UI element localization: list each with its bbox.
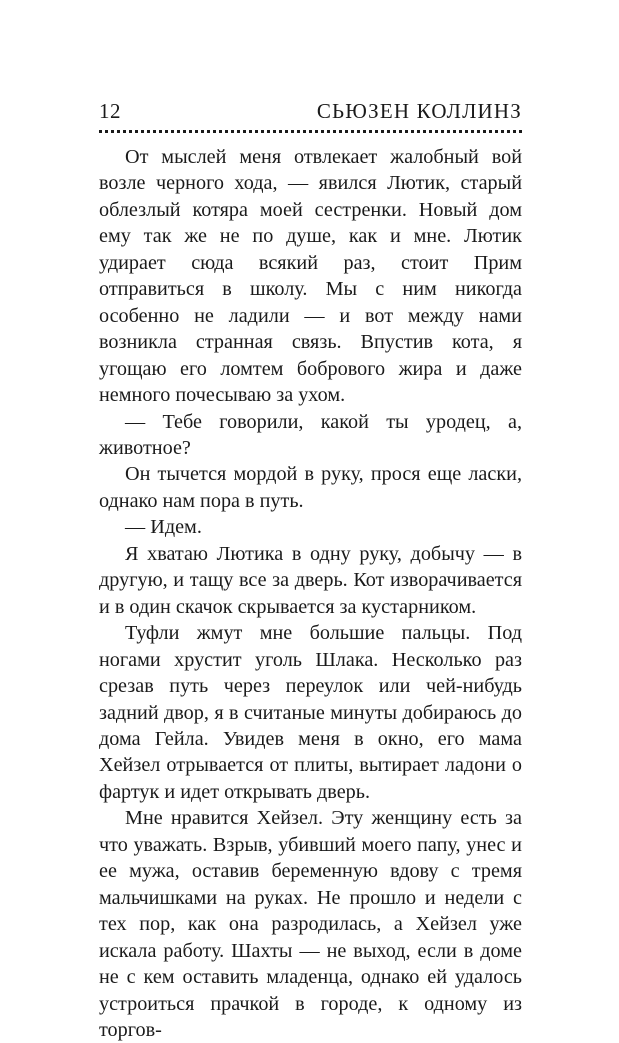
running-head-author: СЬЮЗЕН КОЛЛИНЗ (316, 99, 522, 123)
paragraph-4: — Идем. (125, 516, 202, 539)
body-text (99, 144, 522, 1043)
paragraph-5: Я хватаю Лютика в одну руку, добычу — в другую, и тащу все за дверь. Кот изворачивается и в один скачок скрывается за кустарником. (99, 542, 522, 618)
paragraph-6: Туфли жмут мне большие пальцы. Под ногами хрустит уголь Шлака. Несколько раз срезав путь через переулок или чей-нибудь задний двор, я в считаные минуты добираюсь до дома Гейла. Увидев меня в окно, его мама Хейзел отрывается от плиты, вытирает ладони о фартук и идет открывать дверь. (99, 622, 522, 803)
header-dotted-rule (99, 130, 522, 133)
page-header (99, 98, 522, 124)
paragraph-1: От мыслей меня отвлекает жалобный вой возле черного хода, — явился Лютик, старый облезлый котяра моей сестренки. Новый дом ему так же не по душе, как и мне. Лютик удирает сюда всякий раз, стоит Прим отправиться в школу. Мы с ним никогда особенно не ладили — и вот между нами возникла странная связь. Впустив кота, я угощаю его ломтем бобрового жира и даже немного почесываю за ухом. (99, 146, 522, 407)
paragraph-7: Мне нравится Хейзел. Эту женщину есть за что уважать. Взрыв, убивший моего папу, унес и ее мужа, оставив беременную вдову с тремя мальчишками на руках. Не прошло и недели с тех пор, как она разродилась, а Хейзел уже искала работу. Шахты — не выход, если в доме не с кем оставить младенца, однако ей удалось устроиться прачкой в городе, к одному из торгов- (99, 807, 522, 1041)
page-number: 12 (99, 99, 121, 123)
paragraph-2: — Тебе говорили, какой ты уродец, а, животное? (99, 410, 522, 459)
paragraph-3: Он тычется мордой в руку, прося еще ласки, однако нам пора в путь. (99, 463, 522, 512)
